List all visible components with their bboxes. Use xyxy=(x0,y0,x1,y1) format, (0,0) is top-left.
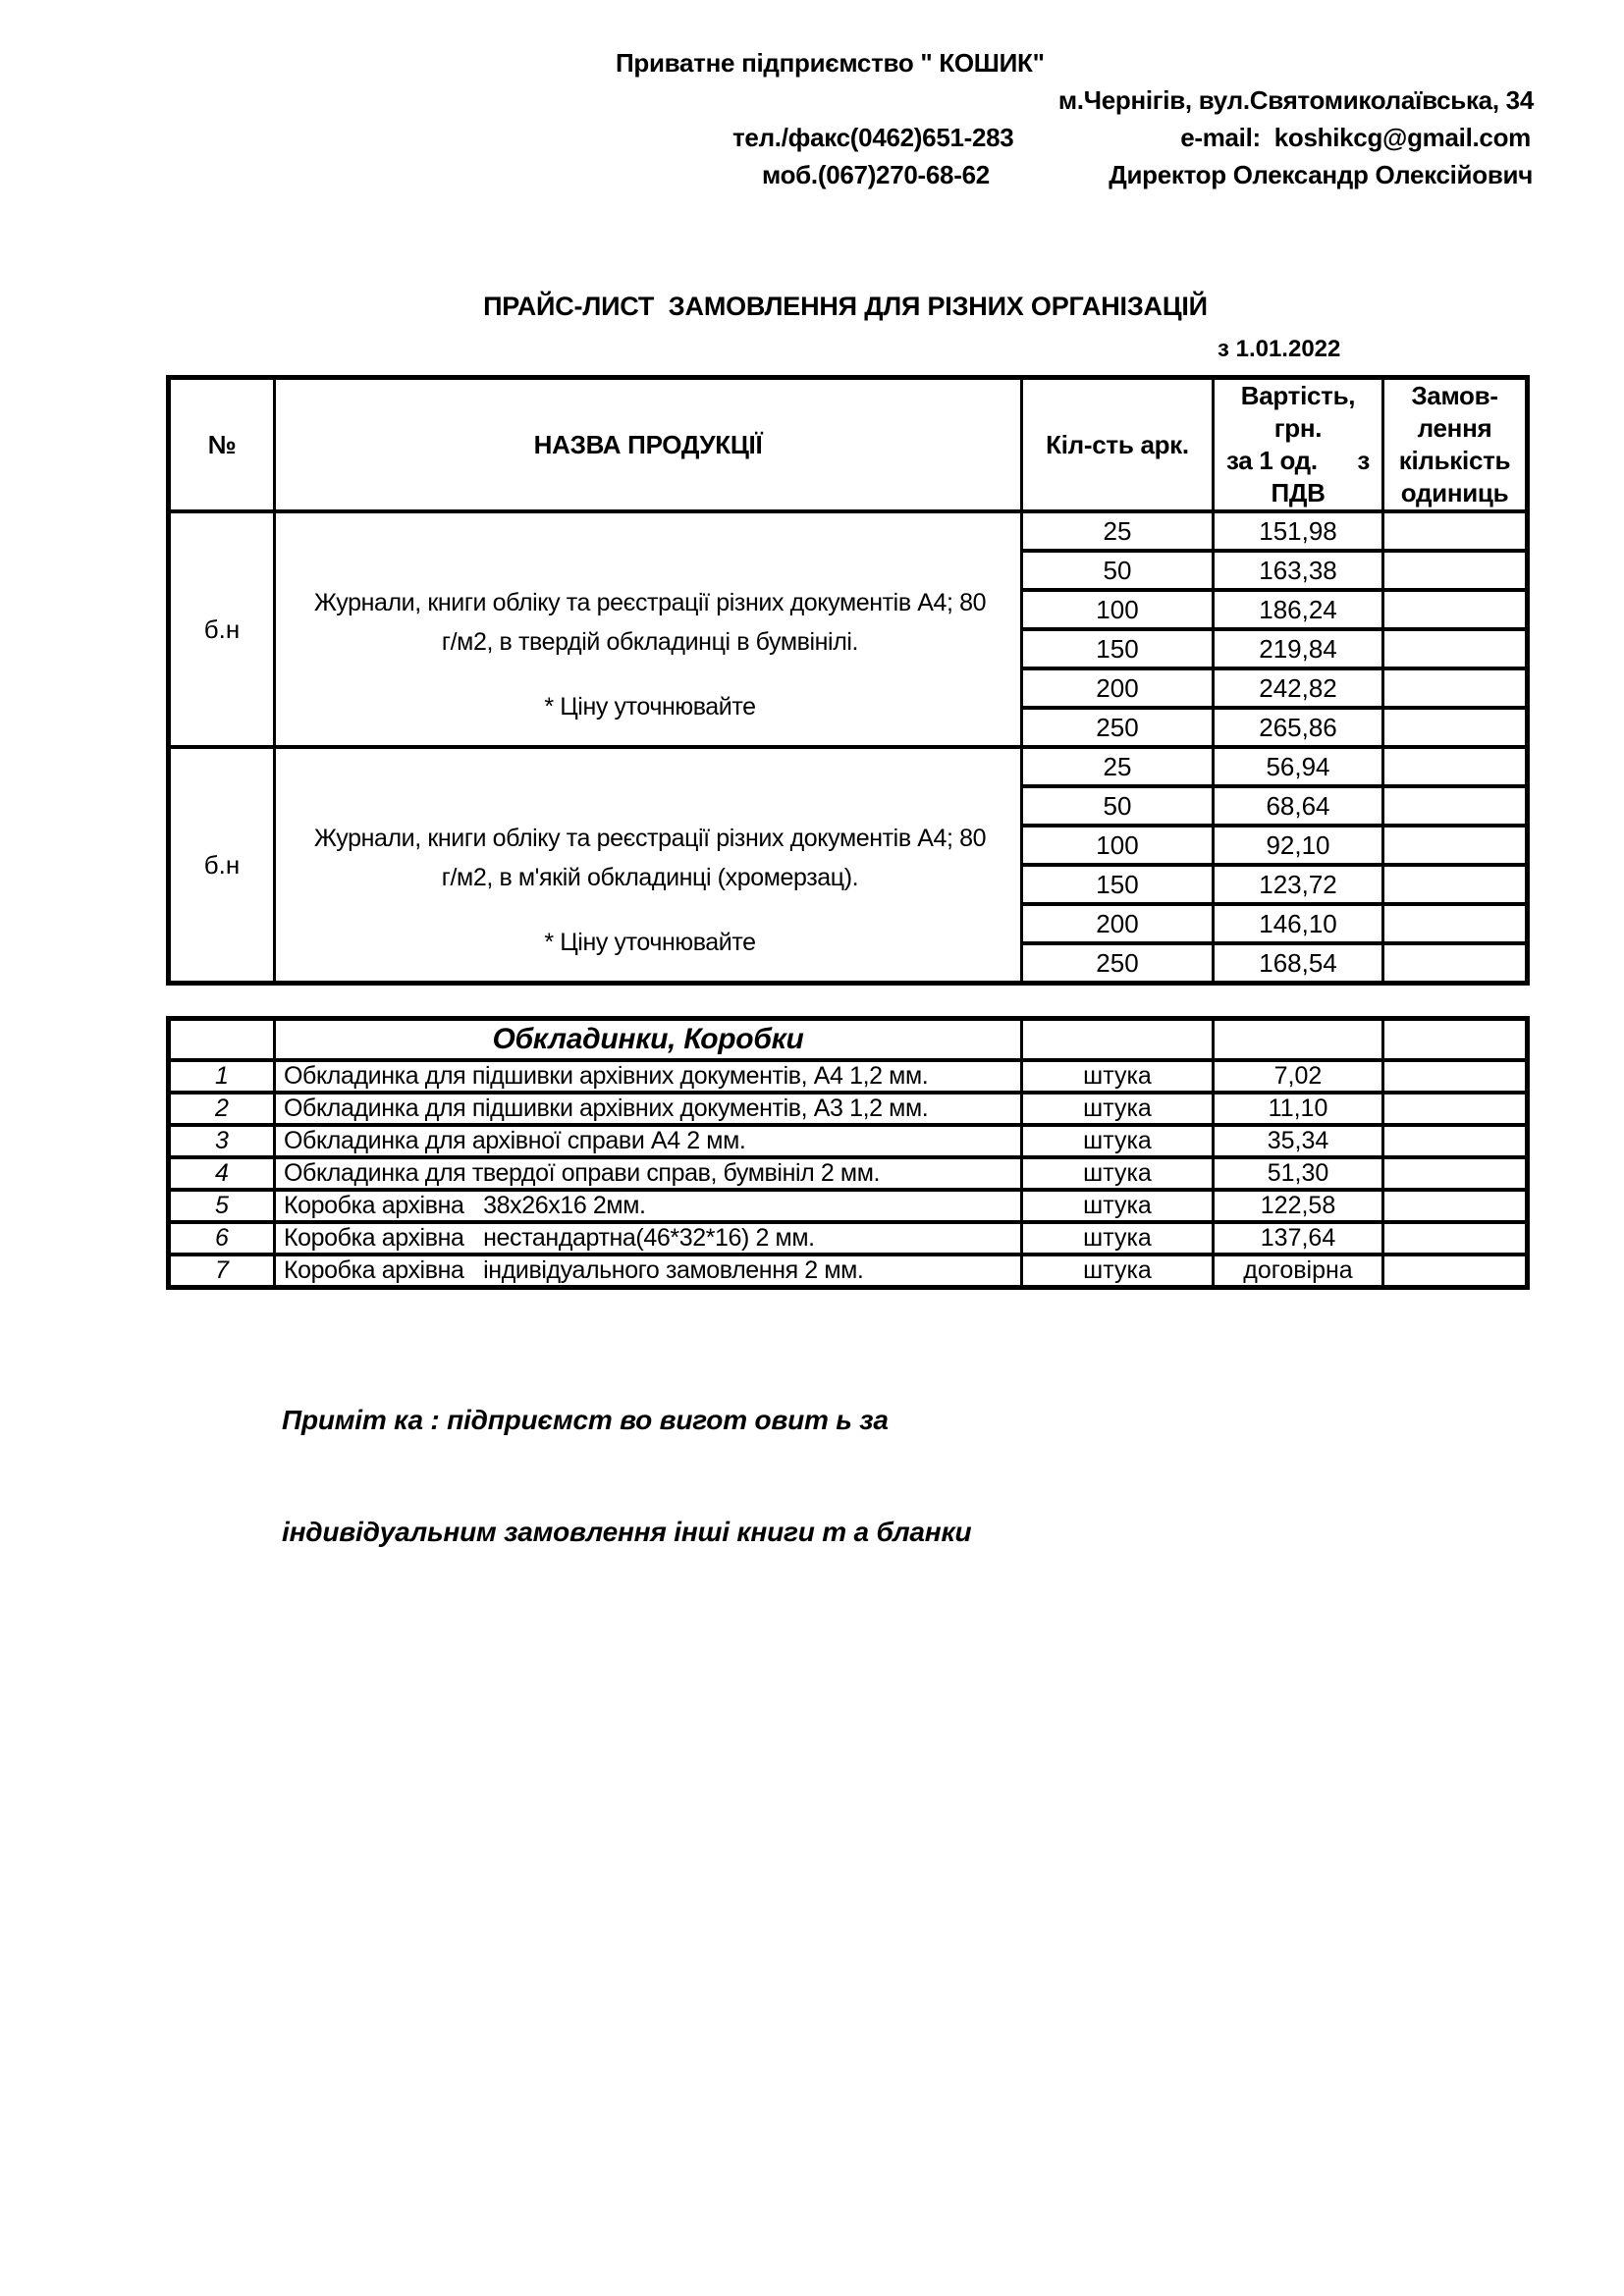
price-clarify-note: * Ціну уточнювайте xyxy=(544,692,756,721)
sheet-count-cell: 250 xyxy=(1022,943,1214,984)
col-header-number: № xyxy=(169,378,275,512)
price-cell: 146,10 xyxy=(1214,904,1383,943)
order-qty-cell xyxy=(1383,1222,1528,1255)
sheet-count-cell: 25 xyxy=(1022,511,1214,551)
price-cell: 186,24 xyxy=(1214,590,1383,629)
product-description-line: Журнали, книги обліку та реєстрації різних документів А4; 80 xyxy=(313,824,987,852)
sheet-count-cell: 200 xyxy=(1022,904,1214,943)
phone-fax: тел./факс(0462)651-283 xyxy=(732,123,1014,152)
price-cell: 265,86 xyxy=(1214,708,1383,747)
order-qty-cell xyxy=(1383,629,1528,668)
col-header-sheet-count: Кіл-сть арк. xyxy=(1022,378,1214,512)
order-qty-cell xyxy=(1383,1157,1528,1190)
table-row xyxy=(169,1093,1528,1125)
item-number-cell: 1 xyxy=(169,1060,275,1093)
sheet-count-cell: 100 xyxy=(1022,826,1214,865)
price-cell: 242,82 xyxy=(1214,668,1383,708)
order-header-line: лення xyxy=(1417,413,1492,443)
price-table xyxy=(166,375,1530,986)
empty-cell xyxy=(169,1019,275,1061)
item-name-cell: Коробка архівна 38х26х16 2мм. xyxy=(275,1190,1022,1222)
footnote-line: індивідуальним замовлення інші книги т а бланки xyxy=(282,1517,972,1547)
order-qty-cell xyxy=(1383,1060,1528,1093)
product-description-line: г/м2, в м'якій обкладинці (хромерзац). xyxy=(441,863,859,891)
section-title: Обкладинки, Коробки xyxy=(275,1019,1022,1061)
unit-cell: штука xyxy=(1022,1125,1214,1157)
order-qty-cell xyxy=(1383,943,1528,984)
order-qty-cell xyxy=(1383,708,1528,747)
footnote xyxy=(282,1327,971,1626)
price-cell: 35,34 xyxy=(1214,1125,1383,1157)
table-row xyxy=(169,747,1528,786)
product-description-cell xyxy=(275,511,1022,747)
sheet-count-cell: 50 xyxy=(1022,786,1214,826)
item-name-cell: Коробка архівна нестандартна(46*32*16) 2 мм. xyxy=(275,1222,1022,1255)
cost-header-line: ПДВ xyxy=(1271,478,1326,507)
cost-header-line: Вартість, xyxy=(1240,381,1356,410)
cost-header-per-unit: за 1 од. xyxy=(1226,446,1318,475)
item-number-cell: 3 xyxy=(169,1125,275,1157)
unit-cell: штука xyxy=(1022,1255,1214,1288)
item-number-cell: 7 xyxy=(169,1255,275,1288)
price-cell: 7,02 xyxy=(1214,1060,1383,1093)
price-cell: 137,64 xyxy=(1214,1222,1383,1255)
table-row xyxy=(169,1255,1528,1288)
page-title: ПРАЙС-ЛИСТ ЗАМОВЛЕННЯ ДЛЯ РІЗНИХ ОРГАНІЗАЦІЙ xyxy=(483,292,1208,321)
table-row xyxy=(169,511,1528,551)
order-qty-cell xyxy=(1383,668,1528,708)
col-header-product-name: НАЗВА ПРОДУКЦІЇ xyxy=(275,378,1022,512)
item-name-cell: Обкладинка для підшивки архівних документів, А3 1,2 мм. xyxy=(275,1093,1022,1125)
mobile-phone: моб.(067)270-68-62 xyxy=(762,160,990,189)
table-row xyxy=(169,1190,1528,1222)
price-cell: 68,64 xyxy=(1214,786,1383,826)
company-address: м.Чернігів, вул.Святомиколаївська, 34 xyxy=(1057,85,1534,115)
unit-cell: штука xyxy=(1022,1093,1214,1125)
table-row xyxy=(169,1157,1528,1190)
sheet-count-cell: 250 xyxy=(1022,708,1214,747)
order-header-line: Замов- xyxy=(1411,381,1498,410)
table-row xyxy=(169,1060,1528,1093)
unit-cell: штука xyxy=(1022,1060,1214,1093)
sheet-count-cell: 100 xyxy=(1022,590,1214,629)
item-name-cell: Обкладинка для підшивки архівних документів, А4 1,2 мм. xyxy=(275,1060,1022,1093)
empty-cell xyxy=(1383,1019,1528,1061)
product-description-line: г/м2, в твердій обкладинці в бумвінілі. xyxy=(441,627,859,656)
unit-cell: штука xyxy=(1022,1190,1214,1222)
unit-cell: штука xyxy=(1022,1222,1214,1255)
product-description-cell xyxy=(275,747,1022,984)
row-number-cell: б.н xyxy=(169,511,275,747)
order-qty-cell xyxy=(1383,786,1528,826)
order-qty-cell xyxy=(1383,1125,1528,1157)
row-number-cell: б.н xyxy=(169,747,275,984)
order-qty-cell xyxy=(1383,865,1528,904)
order-qty-cell xyxy=(1383,511,1528,551)
order-qty-cell xyxy=(1383,1190,1528,1222)
cost-header-vat-prefix: з xyxy=(1357,446,1370,475)
empty-cell xyxy=(1022,1019,1214,1061)
price-cell: 219,84 xyxy=(1214,629,1383,668)
sheet-count-cell: 200 xyxy=(1022,668,1214,708)
effective-date: з 1.01.2022 xyxy=(1218,336,1341,362)
price-cell: 51,30 xyxy=(1214,1157,1383,1190)
order-qty-cell xyxy=(1383,551,1528,590)
cost-header-line: грн. xyxy=(1273,413,1323,443)
director-name: Директор Олександр Олексійович xyxy=(1109,160,1533,189)
item-number-cell: 5 xyxy=(169,1190,275,1222)
price-cell: договірна xyxy=(1214,1255,1383,1288)
col-header-order xyxy=(1383,378,1528,512)
product-description-line: Журнали, книги обліку та реєстрації різних документів А4; 80 xyxy=(313,588,987,616)
col-header-cost xyxy=(1214,378,1383,512)
sheet-count-cell: 25 xyxy=(1022,747,1214,786)
section-header-row xyxy=(169,1019,1528,1061)
order-qty-cell xyxy=(1383,590,1528,629)
price-cell: 56,94 xyxy=(1214,747,1383,786)
order-qty-cell xyxy=(1383,747,1528,786)
price-cell: 151,98 xyxy=(1214,511,1383,551)
price-cell: 168,54 xyxy=(1214,943,1383,984)
item-number-cell: 6 xyxy=(169,1222,275,1255)
table-row xyxy=(169,1125,1528,1157)
order-header-line: кількість xyxy=(1398,446,1511,475)
price-cell: 92,10 xyxy=(1214,826,1383,865)
item-name-cell: Коробка архівна індивідуального замовлення 2 мм. xyxy=(275,1255,1022,1288)
price-cell: 122,58 xyxy=(1214,1190,1383,1222)
empty-cell xyxy=(1214,1019,1383,1061)
price-cell: 163,38 xyxy=(1214,551,1383,590)
sheet-count-cell: 150 xyxy=(1022,629,1214,668)
unit-cell: штука xyxy=(1022,1157,1214,1190)
order-header-line: одиниць xyxy=(1400,478,1509,507)
order-qty-cell xyxy=(1383,826,1528,865)
cost-header-line xyxy=(1215,445,1381,477)
covers-table xyxy=(166,1016,1530,1290)
order-qty-cell xyxy=(1383,1255,1528,1288)
price-cell: 123,72 xyxy=(1214,865,1383,904)
footnote-line: Приміт ка : підприємст во вигот овит ь за xyxy=(282,1405,889,1435)
company-email: e-mail: koshikcg@gmail.com xyxy=(1180,123,1531,152)
sheet-count-cell: 150 xyxy=(1022,865,1214,904)
order-qty-cell xyxy=(1383,904,1528,943)
item-number-cell: 2 xyxy=(169,1093,275,1125)
item-name-cell: Обкладинка для твердої оправи справ, бумвініл 2 мм. xyxy=(275,1157,1022,1190)
item-number-cell: 4 xyxy=(169,1157,275,1190)
price-clarify-note: * Ціну уточнювайте xyxy=(544,928,756,956)
item-name-cell: Обкладинка для архівної справи А4 2 мм. xyxy=(275,1125,1022,1157)
price-table-header-row xyxy=(169,378,1528,512)
table-row xyxy=(169,1222,1528,1255)
sheet-count-cell: 50 xyxy=(1022,551,1214,590)
price-cell: 11,10 xyxy=(1214,1093,1383,1125)
order-qty-cell xyxy=(1383,1093,1528,1125)
company-name: Приватне підприємство " КОШИК" xyxy=(616,48,1045,78)
